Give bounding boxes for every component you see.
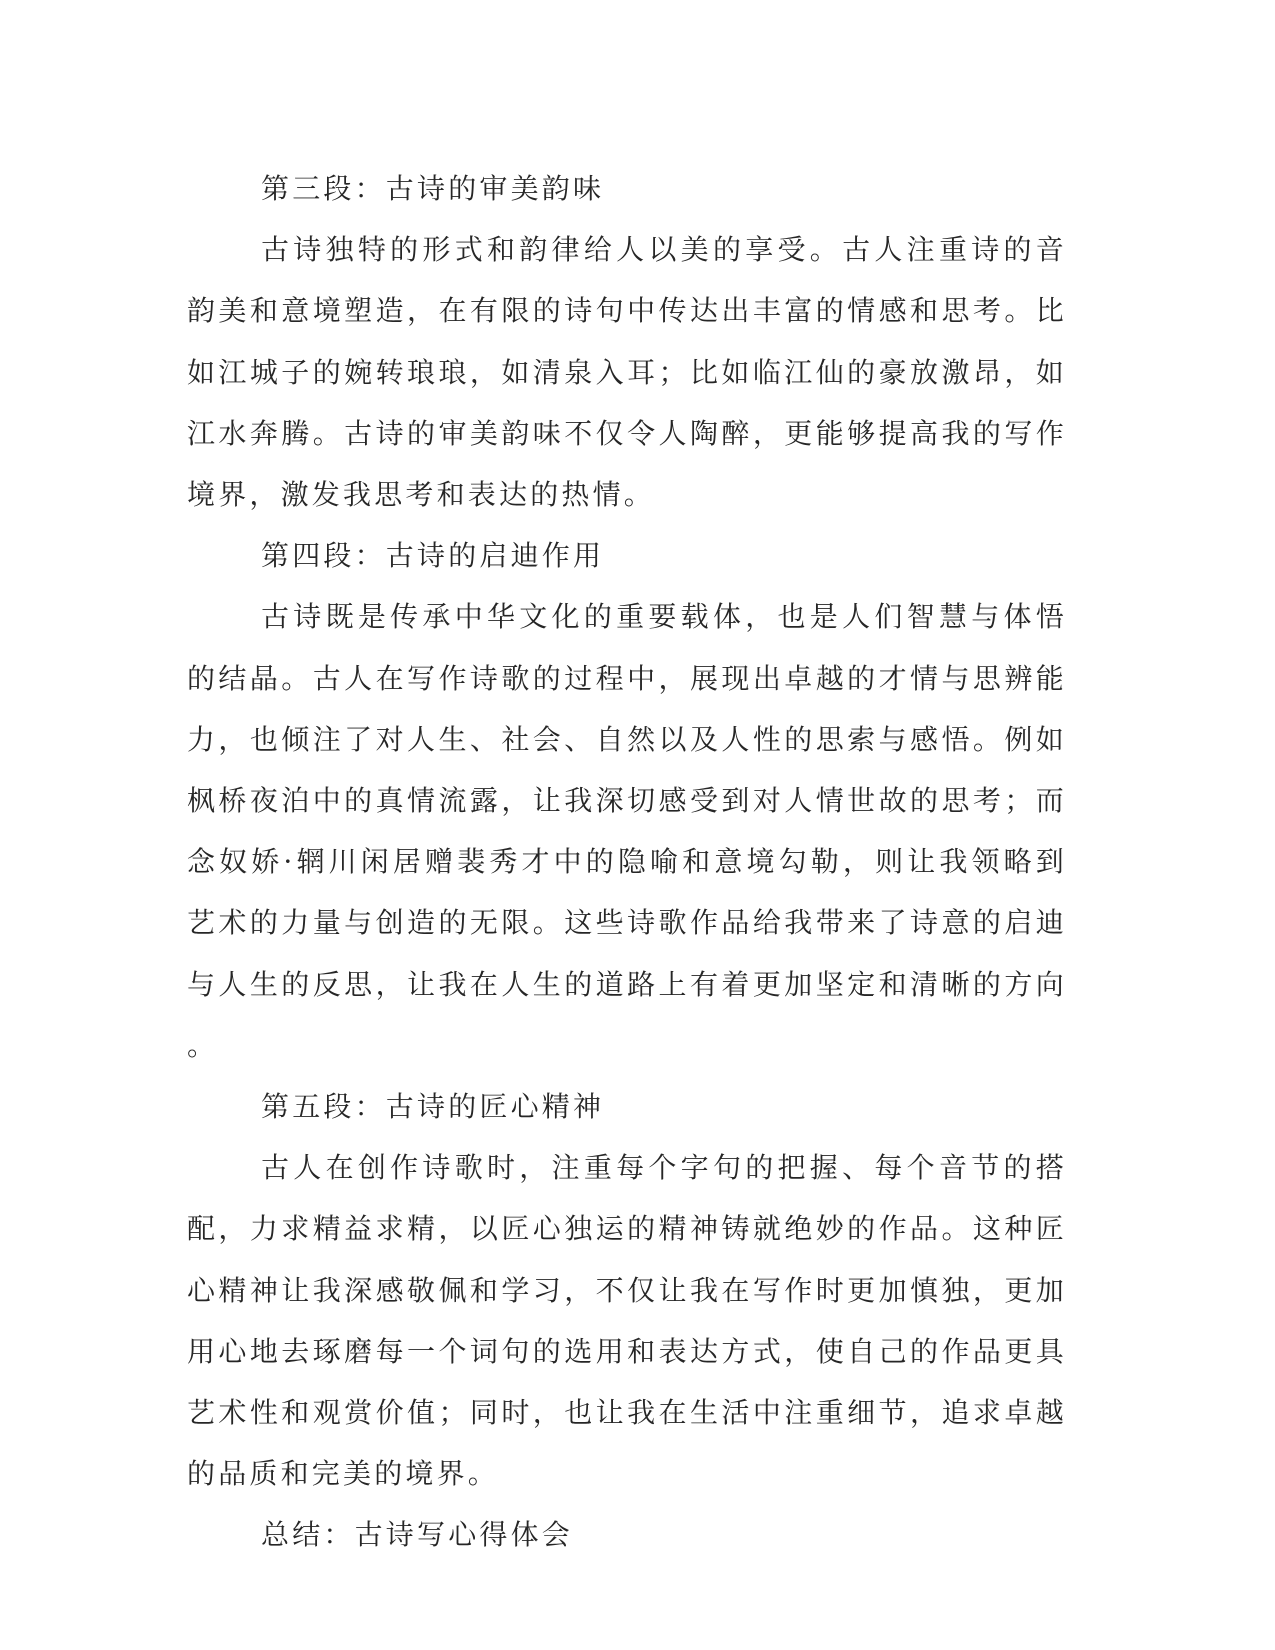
section-heading-4: 第四段：古诗的启迪作用 (261, 539, 605, 573)
document-body (187, 158, 1067, 1566)
summary-heading: 总结：古诗写心得体会 (261, 1518, 574, 1552)
section-heading-5: 第五段：古诗的匠心精神 (261, 1090, 605, 1124)
section-paragraph-5: 古人在创作诗歌时，注重每个字句的把握、每个音节的搭配，力求精益求精，以匠心独运的精神铸就绝妙的作品。这种匠心精神让我深感敬佩和学习，不仅让我在写作时更加慎独，更加用心地去琢磨每一个词句的选用和表达方式，使自己的作品更具艺术性和观赏价值；同时，也让我在生活中注重细节，追求卓越的品质和完美的境界。 (187, 1151, 1067, 1491)
section-heading-3: 第三段：古诗的审美韵味 (261, 172, 605, 205)
section-paragraph-3: 古诗独特的形式和韵律给人以美的享受。古人注重诗的音韵美和意境塑造，在有限的诗句中传达出丰富的情感和思考。比如江城子的婉转琅琅，如清泉入耳；比如临江仙的豪放激昂，如江水奔腾。古诗的审美韵味不仅令人陶醉，更能够提高我的写作境界，激发我思考和表达的热情。 (187, 233, 1067, 512)
section-paragraph-4: 古诗既是传承中华文化的重要载体，也是人们智慧与体悟的结晶。古人在写作诗歌的过程中，展现出卓越的才情与思辨能力，也倾注了对人生、社会、自然以及人性的思索与感悟。例如枫桥夜泊中的真情流露，让我深切感受到对人情世故的思考；而念奴娇·辋川闲居赠裴秀才中的隐喻和意境勾勒，则让我领略到艺术的力量与创造的无限。这些诗歌作品给我带来了诗意的启迪与人生的反思，让我在人生的道路上有着更加坚定和清晰的方向。 (187, 600, 1067, 1062)
